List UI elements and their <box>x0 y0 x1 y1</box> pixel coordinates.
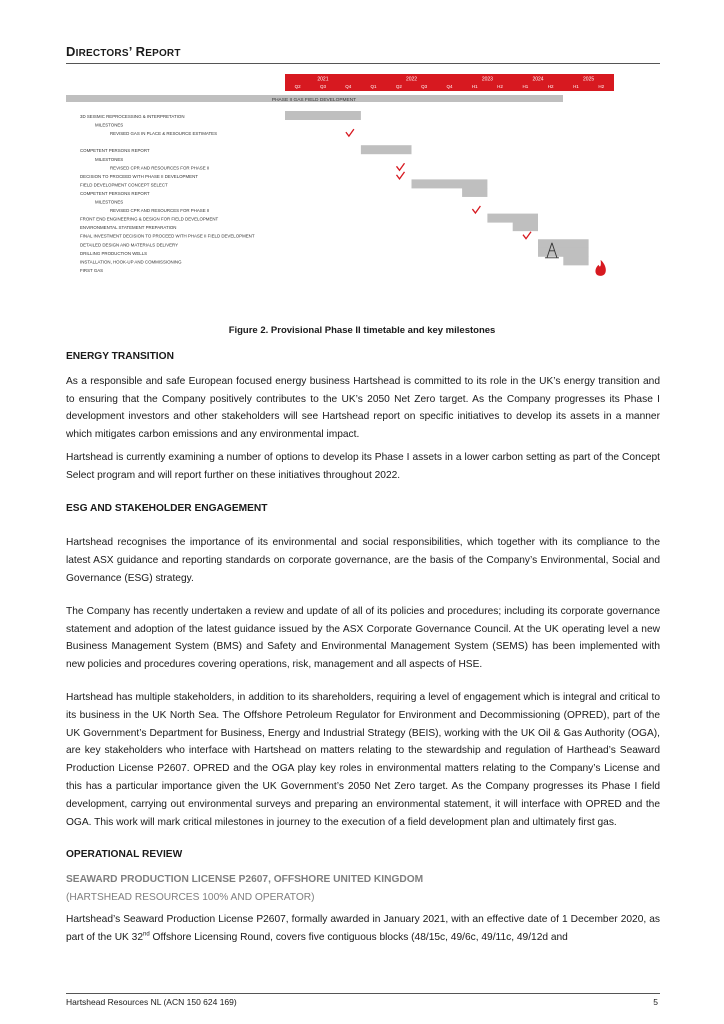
task-bar <box>412 179 488 188</box>
year-label: 2024 <box>532 76 544 83</box>
task-label: MILESTONES <box>95 122 124 128</box>
header-text: IRECTORS <box>75 48 129 59</box>
section-title: ESG AND STAKEHOLDER ENGAGEMENT <box>66 502 268 514</box>
period-label: H2 <box>547 84 554 89</box>
task-label: REVISED CPR AND RESOURCES FOR PHASE II <box>110 165 210 171</box>
figure-caption: Figure 2. Provisional Phase II timetable and key milestones <box>228 325 496 336</box>
task-label: INSTALLATION, HOOK-UP AND COMMISSIONING <box>80 259 182 265</box>
period-label: Q1 <box>370 84 377 89</box>
period-label: Q2 <box>395 84 402 89</box>
task-bar <box>563 256 588 265</box>
year-label: 2023 <box>481 76 493 83</box>
paragraph: The Company has recently undertaken a review and update of all of its policies and procedures; including its corporate governance statement and adoption of the latest guidance issued by the ASX Corporate Governance Council. At the UK operating level a new Business Management System (BMS) and Safety and Environmental Management System (SEMS) has been implemented with new policies and procedures covering operations, risk, management and all aspects of HSE. <box>66 605 660 671</box>
first-gas-flame-icon <box>595 260 605 276</box>
year-label: 2022 <box>405 76 418 83</box>
task-bar <box>538 248 589 257</box>
task-label: COMPETENT PERSONS REPORT <box>80 148 150 154</box>
task-bar <box>462 188 487 197</box>
subsection-subtitle: (HARTSHEAD RESOURCES 100% AND OPERATOR) <box>66 891 315 903</box>
task-bar <box>361 145 412 154</box>
task-label: MILESTONES <box>95 156 124 162</box>
paragraph: Hartshead recognises the importance of its environmental and social responsibilities, which together with its compliance to the latest ASX guidance and reporting standards on corporate governance, are the basis of the Company’s Environmental, Social and Governance (ESG) strategy. <box>66 537 660 584</box>
superscript: nd <box>143 931 150 938</box>
text-run: Offshore Licensing Round, covers five contiguous blocks (48/15c, 49/6c, 49/11c, 49/12d and <box>149 931 568 943</box>
task-label: REVISED CPR AND RESOURCES FOR PHASE II <box>110 208 210 214</box>
period-label: H1 <box>522 84 529 89</box>
paragraph: As a responsible and safe European focused energy business Hartshead is committed to its role in the UK’s energy transition and to ensuring that the Company positively contributes to the UK’s 2050 Net Zero target. As the Company progresses its Phase I development investors and other stakeholders will see Hartshead report on specific initiatives to develop its assets in a manner which mitigates carbon emissions and any environmental impact. <box>66 375 660 441</box>
task-label: REVISED GAS IN PLACE & RESOURCE ESTIMATES <box>110 131 218 137</box>
task-label: DETAILED DESIGN AND MATERIALS DELIVERY <box>80 242 179 248</box>
milestone-check-icon <box>346 129 354 136</box>
task-label: FIELD DEVELOPMENT CONCEPT SELECT <box>80 182 168 188</box>
gantt-chart <box>66 74 614 314</box>
page-number: 5 <box>653 997 658 1007</box>
paragraph: Hartshead is currently examining a number of options to develop its Phase I assets in a lower carbon setting as part of the Concept Select program and will report further on these initiatives throughout 2022. <box>66 451 660 481</box>
year-label: 2021 <box>317 76 329 83</box>
task-label: FIRST GAS <box>80 267 104 273</box>
period-label: H1 <box>573 84 579 89</box>
task-bar <box>538 239 589 248</box>
period-label: Q3 <box>421 84 428 89</box>
text-run: Hartshead’s Seaward Production License P2607, formally awarded in January 2021, with an effective date of 1 December 2020, as part of the UK 32 <box>66 913 660 943</box>
milestone-check-icon <box>472 206 480 213</box>
header-initial-2: R <box>135 44 146 59</box>
body-text <box>66 348 660 951</box>
section-title: ENERGY TRANSITION <box>66 351 174 362</box>
task-label: FINAL INVESTMENT DECISION TO PROCEED WITH PHASE II FIELD DEVELOPMENT <box>80 233 255 239</box>
subsection-title: SEAWARD PRODUCTION LICENSE P2607, OFFSHORE UNITED KINGDOM <box>66 874 424 886</box>
header-rule <box>66 63 660 64</box>
task-label: COMPETENT PERSONS REPORT <box>80 190 150 196</box>
paragraph: Hartshead has multiple stakeholders, in addition to its shareholders, requiring a level of engagement which is integral and critical to its business in the UK North Sea. The Offshore Petroleum Regulator for Environment and Decommissioning (OPRED), part of the UK Government’s Department for Business, Energy and Industrial Strategy (BEIS), working with the UK Oil & Gas Authority (OGA), are key stakeholders who interface with Hartshead on matters relating to the stewardship and regulation of Harthead’s Seaward Production License P2607. OPRED and the OGA play key roles in environmental matters relating to the Company’s License and this has a particular importance given the UK Government’s 2050 Net Zero target. As the Company progresses its Phase I field development, carrying out environmental surveys and preparing an environmental statement, it will interface with OPRED and the OGA. This work will mark critical milestones in journey to the execution of a field development plan and ultimately first gas. <box>66 691 660 828</box>
period-label: H1 <box>471 84 478 89</box>
header-text-2: EPORT <box>145 48 181 59</box>
task-label: DECISION TO PROCEED WITH PHASE II DEVELOPMENT <box>80 173 198 179</box>
period-label: H2 <box>598 84 605 89</box>
section-title: OPERATIONAL REVIEW <box>66 849 183 861</box>
header-apos: ’ <box>128 44 136 59</box>
task-label: MILESTONES <box>95 199 124 205</box>
task-label: ENVIRONMENTAL STATEMENT PREPARATION <box>80 225 177 231</box>
period-label: Q2 <box>294 84 301 89</box>
period-label: Q3 <box>319 84 326 89</box>
footer-company: Hartshead Resources NL (ACN 150 624 169) <box>66 997 237 1007</box>
period-label: Q4 <box>345 84 352 89</box>
milestone-check-icon <box>523 232 531 239</box>
task-label: FRONT END ENGINEERING & DESIGN FOR FIELD DEVELOPMENT <box>80 216 219 222</box>
milestone-check-icon <box>397 172 405 179</box>
footer-rule <box>66 993 660 994</box>
year-label: 2025 <box>583 76 595 83</box>
task-label: DRILLING PRODUCTION WELLS <box>80 250 148 256</box>
paragraph <box>66 911 660 947</box>
phase-bar-label: PHASE II GAS FIELD DEVELOPMENT <box>271 98 357 103</box>
milestone-check-icon <box>397 163 405 170</box>
task-bar <box>285 111 361 120</box>
page-header <box>66 44 181 59</box>
period-label: Q4 <box>446 84 453 89</box>
task-bar <box>513 222 538 231</box>
task-label: 3D SEISMIC REPROCESSING & INTERPRETATION <box>80 114 185 119</box>
header-initial: D <box>66 44 76 59</box>
period-label: H2 <box>497 84 503 89</box>
task-bar <box>487 214 538 223</box>
